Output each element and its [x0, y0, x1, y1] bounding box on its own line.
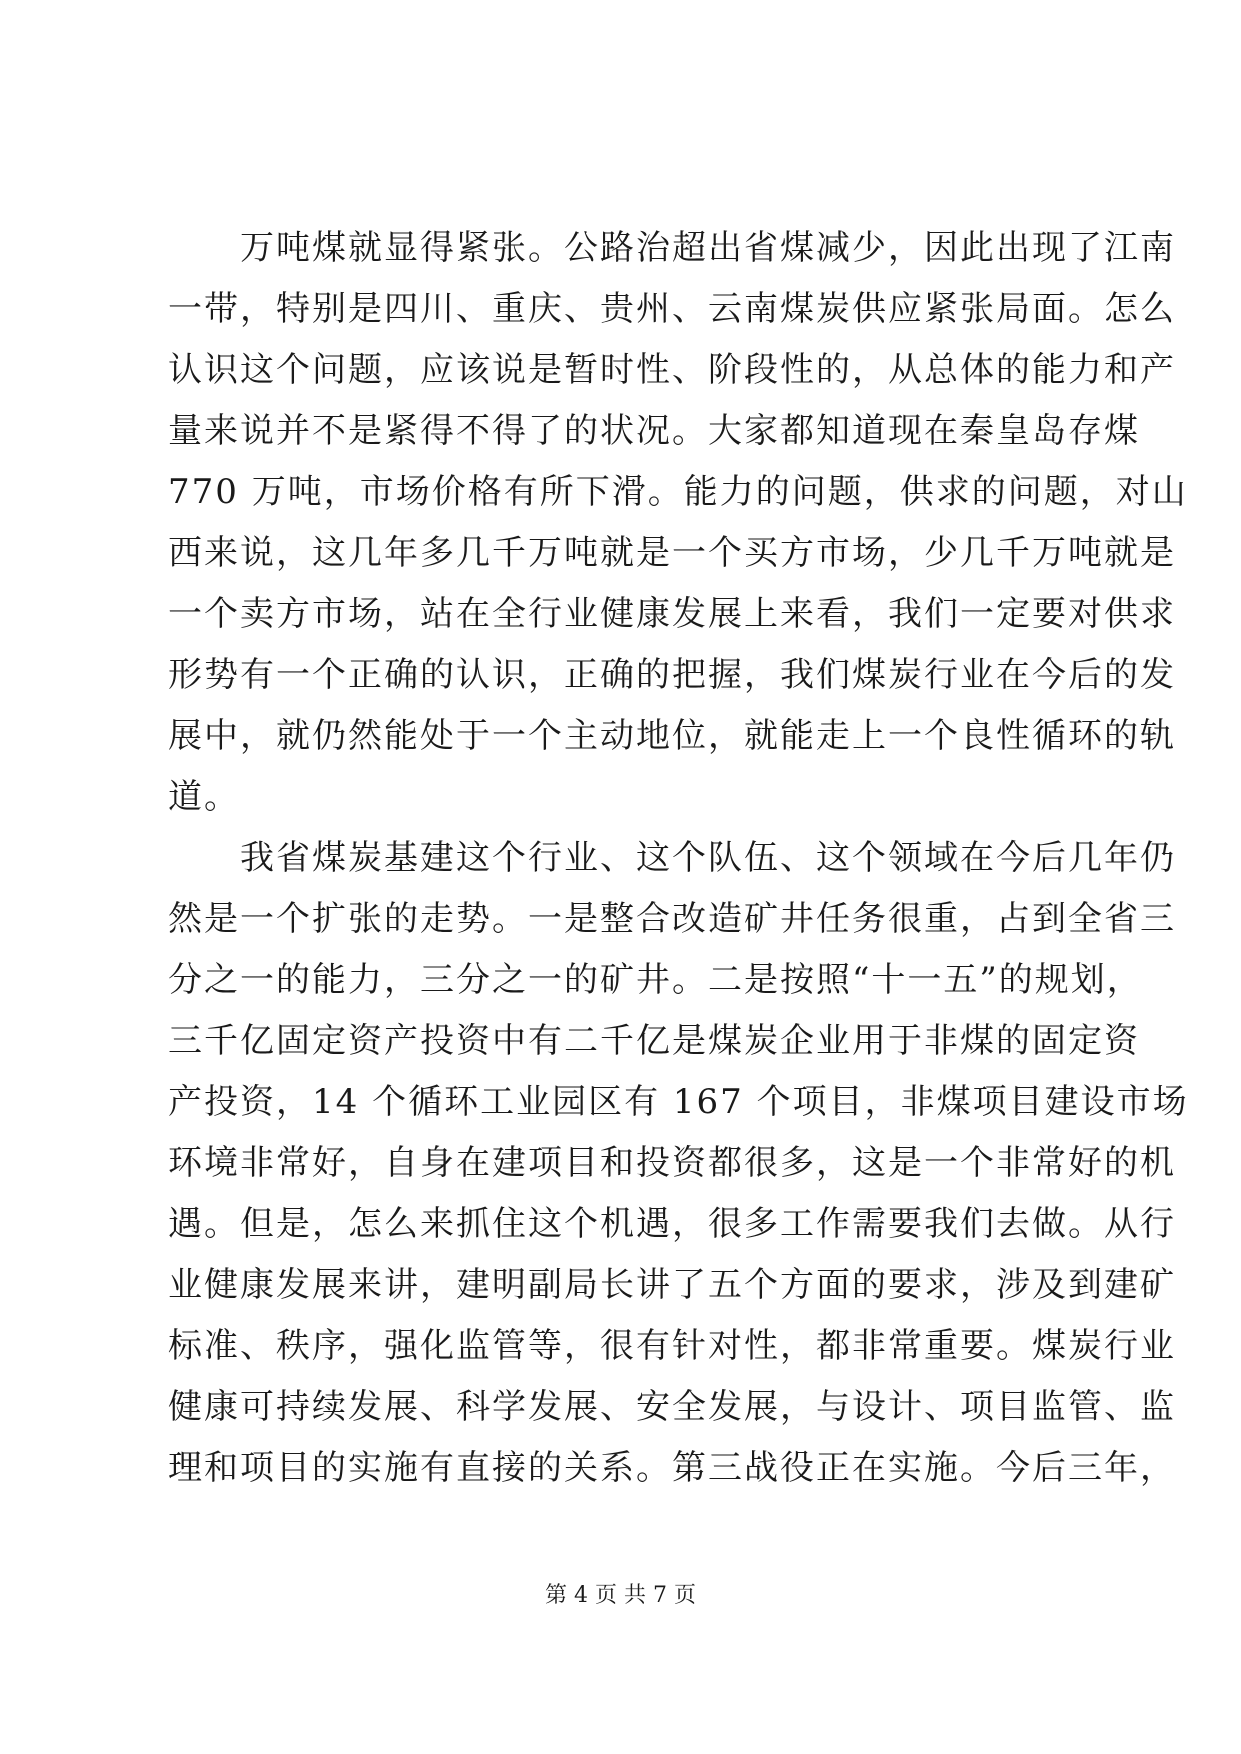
text-line: 形势有一个正确的认识，正确的把握，我们煤炭行业在今后的发	[168, 655, 1176, 695]
text-line: 认识这个问题，应该说是暂时性、阶段性的，从总体的能力和产	[168, 350, 1176, 390]
text-line: 业健康发展来讲，建明副局长讲了五个方面的要求，涉及到建矿	[168, 1265, 1176, 1305]
text-line: 健康可持续发展、科学发展、安全发展，与设计、项目监管、监	[168, 1387, 1176, 1427]
text-line: 展中，就仍然能处于一个主动地位，就能走上一个良性循环的轨	[168, 716, 1176, 756]
text-line: 一带，特别是四川、重庆、贵州、云南煤炭供应紧张局面。怎么	[168, 289, 1176, 329]
text-line: 一个卖方市场，站在全行业健康发展上来看，我们一定要对供求	[168, 594, 1176, 634]
text-line: 理和项目的实施有直接的关系。第三战役正在实施。今后三年，	[168, 1448, 1176, 1488]
page-number-footer: 第 4 页 共 7 页	[545, 1583, 696, 1608]
text-line: 遇。但是，怎么来抓住这个机遇，很多工作需要我们去做。从行	[168, 1204, 1176, 1244]
text-line: 环境非常好，自身在建项目和投资都很多，这是一个非常好的机	[168, 1143, 1176, 1183]
text-line: 770 万吨，市场价格有所下滑。能力的问题，供求的问题，对山	[168, 472, 1188, 512]
text-line: 道。	[168, 777, 240, 817]
text-line: 然是一个扩张的走势。一是整合改造矿井任务很重，占到全省三	[168, 899, 1176, 939]
text-line: 标准、秩序，强化监管等，很有针对性，都非常重要。煤炭行业	[168, 1326, 1176, 1366]
text-line: 产投资，14 个循环工业园区有 167 个项目，非煤项目建设市场	[168, 1082, 1189, 1122]
text-line: 西来说，这几年多几千万吨就是一个买方市场，少几千万吨就是	[168, 533, 1176, 573]
text-line: 我省煤炭基建这个行业、这个队伍、这个领域在今后几年仍	[168, 838, 1176, 878]
text-line: 量来说并不是紧得不得了的状况。大家都知道现在秦皇岛存煤	[168, 411, 1140, 451]
text-line: 分之一的能力，三分之一的矿井。二是按照“十一五”的规划，	[168, 960, 1143, 1000]
text-line: 万吨煤就显得紧张。公路治超出省煤减少，因此出现了江南	[168, 228, 1176, 268]
text-line: 三千亿固定资产投资中有二千亿是煤炭企业用于非煤的固定资	[168, 1021, 1140, 1061]
